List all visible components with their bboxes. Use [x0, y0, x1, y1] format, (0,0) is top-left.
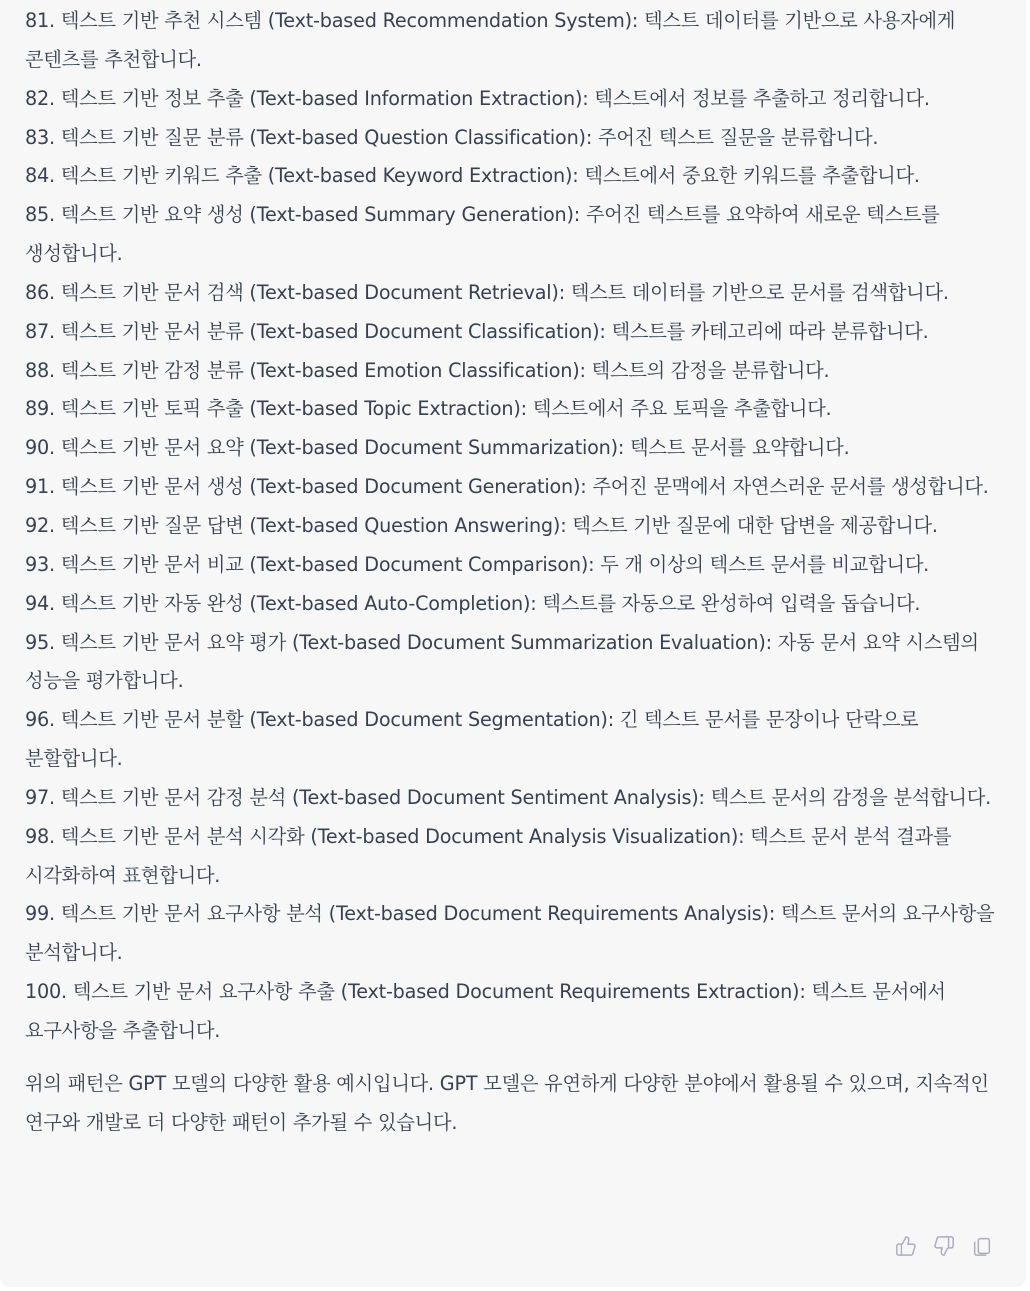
- thumbs-down-button[interactable]: [932, 1234, 956, 1258]
- list-item: 81. 텍스트 기반 추천 시스템 (Text-based Recommendation System): 텍스트 데이터를 기반으로 사용자에게 콘텐츠를 추천합니다.: [25, 9, 956, 71]
- list-item: 99. 텍스트 기반 문서 요구사항 분석 (Text-based Document Requirements Analysis): 텍스트 문서의 요구사항을 분석합니다.: [25, 902, 995, 965]
- list-item: 91. 텍스트 기반 문서 생성 (Text-based Document Generation): 주어진 문맥에서 자연스러운 문서를 생성합니다.: [25, 475, 989, 499]
- list-item: 85. 텍스트 기반 요약 생성 (Text-based Summary Generation): 주어진 텍스트를 요약하여 새로운 텍스트를 생성합니다.: [25, 203, 940, 266]
- list-item: 86. 텍스트 기반 문서 검색 (Text-based Document Retrieval): 텍스트 데이터를 기반으로 문서를 검색합니다.: [25, 280, 949, 304]
- list-item: 90. 텍스트 기반 문서 요약 (Text-based Document Summarization): 텍스트 문서를 요약합니다.: [25, 436, 850, 460]
- list-item: 82. 텍스트 기반 정보 추출 (Text-based Information Extraction): 텍스트에서 정보를 추출하고 정리합니다.: [25, 86, 930, 110]
- thumbs-down-icon: [933, 1235, 955, 1257]
- thumbs-up-icon: [895, 1235, 917, 1257]
- message-actions: [894, 1234, 994, 1258]
- list-item: 100. 텍스트 기반 문서 요구사항 추출 (Text-based Document Requirements Extraction): 텍스트 문서에서 요구사항을 추출합니다.: [25, 980, 946, 1042]
- copy-button[interactable]: [970, 1234, 994, 1258]
- list-item: 92. 텍스트 기반 질문 답변 (Text-based Question Answering): 텍스트 기반 질문에 대한 답변을 제공합니다.: [25, 513, 938, 537]
- thumbs-up-button[interactable]: [894, 1234, 918, 1258]
- list-item: 97. 텍스트 기반 문서 감정 분석 (Text-based Document Sentiment Analysis): 텍스트 문서의 감정을 분석합니다.: [25, 785, 991, 809]
- list-item: 93. 텍스트 기반 문서 비교 (Text-based Document Comparison): 두 개 이상의 텍스트 문서를 비교합니다.: [25, 552, 930, 576]
- conclusion-paragraph: 위의 패턴은 GPT 모델의 다양한 활용 예시입니다. GPT 모델은 유연하게 다양한 분야에서 활용될 수 있으며, 지속적인 연구와 개발로 더 다양한 패턴이 추가될 수 있습니다.: [25, 1071, 989, 1134]
- list-item: 89. 텍스트 기반 토픽 추출 (Text-based Topic Extraction): 텍스트에서 주요 토픽을 추출합니다.: [25, 397, 832, 421]
- pattern-list: [25, 2, 1002, 1051]
- list-item: 95. 텍스트 기반 문서 요약 평가 (Text-based Document Summarization Evaluation): 자동 문서 요약 시스템의 성능을 평가합니다.: [25, 630, 979, 693]
- list-item: 96. 텍스트 기반 문서 분할 (Text-based Document Segmentation): 긴 텍스트 문서를 문장이나 단락으로 분할합니다.: [25, 708, 919, 771]
- list-item: 98. 텍스트 기반 문서 분석 시각화 (Text-based Document Analysis Visualization): 텍스트 문서 분석 결과를 시각화하여 표현합니다.: [25, 824, 952, 887]
- list-item: 88. 텍스트 기반 감정 분류 (Text-based Emotion Classification): 텍스트의 감정을 분류합니다.: [25, 358, 830, 382]
- copy-icon: [971, 1235, 993, 1257]
- list-item: 84. 텍스트 기반 키워드 추출 (Text-based Keyword Extraction): 텍스트에서 중요한 키워드를 추출합니다.: [25, 164, 920, 188]
- list-item: 94. 텍스트 기반 자동 완성 (Text-based Auto-Completion): 텍스트를 자동으로 완성하여 입력을 돕습니다.: [25, 591, 921, 615]
- list-item: 83. 텍스트 기반 질문 분류 (Text-based Question Classification): 주어진 텍스트 질문을 분류합니다.: [25, 125, 879, 149]
- list-item: 87. 텍스트 기반 문서 분류 (Text-based Document Classification): 텍스트를 카테고리에 따라 분류합니다.: [25, 319, 929, 343]
